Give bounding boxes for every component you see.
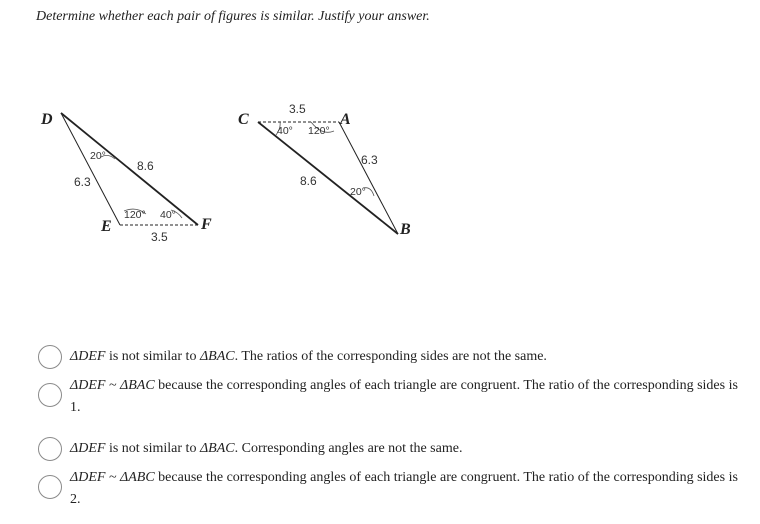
side-cb	[258, 122, 398, 234]
vertex-e: E	[101, 218, 112, 235]
vertex-b: B	[400, 221, 411, 238]
side-ab-label: 6.3	[361, 153, 378, 167]
side-de	[61, 113, 120, 225]
radio-button-4[interactable]	[38, 475, 62, 499]
angle-e-label: 120°	[124, 209, 146, 221]
choice-1-text: ΔDEF is not similar to ΔBAC. The ratios of the corresponding sides are not the same.	[70, 349, 547, 364]
side-cb-label: 8.6	[300, 174, 317, 188]
vertex-d: D	[41, 111, 53, 128]
vertex-f: F	[201, 216, 212, 233]
choice-2-text: ΔDEF ~ ΔBAC because the corresponding angles of each triangle are congruent. The ratio of the corresponding sides is 1.	[70, 378, 738, 415]
angle-d-label: 20°	[90, 150, 106, 162]
side-ef-label: 3.5	[151, 230, 168, 244]
question-text: Determine whether each pair of figures is similar. Justify your answer.	[36, 9, 430, 24]
angle-a-label: 120°	[308, 125, 330, 137]
side-ab	[339, 122, 398, 234]
side-df-label: 8.6	[137, 159, 154, 173]
side-de-label: 6.3	[74, 175, 91, 189]
triangle-cab	[238, 102, 411, 238]
radio-button-2[interactable]	[38, 383, 62, 407]
choice-3-text: ΔDEF is not similar to ΔBAC. Corresponding angles are not the same.	[70, 441, 463, 456]
side-ca-label: 3.5	[289, 102, 306, 116]
radio-button-1[interactable]	[38, 345, 62, 369]
triangle-def	[40, 111, 212, 244]
radio-button-3[interactable]	[38, 437, 62, 461]
choice-4-text: ΔDEF ~ ΔABC because the corresponding angles of each triangle are congruent. The ratio of the corresponding sides is 2.	[70, 470, 738, 507]
angle-c-label: 40°	[277, 125, 293, 137]
angle-b-label: 20°	[350, 186, 366, 198]
vertex-c: C	[238, 111, 249, 128]
angle-f-label: 40°	[160, 209, 176, 221]
vertex-a: A	[340, 111, 351, 128]
